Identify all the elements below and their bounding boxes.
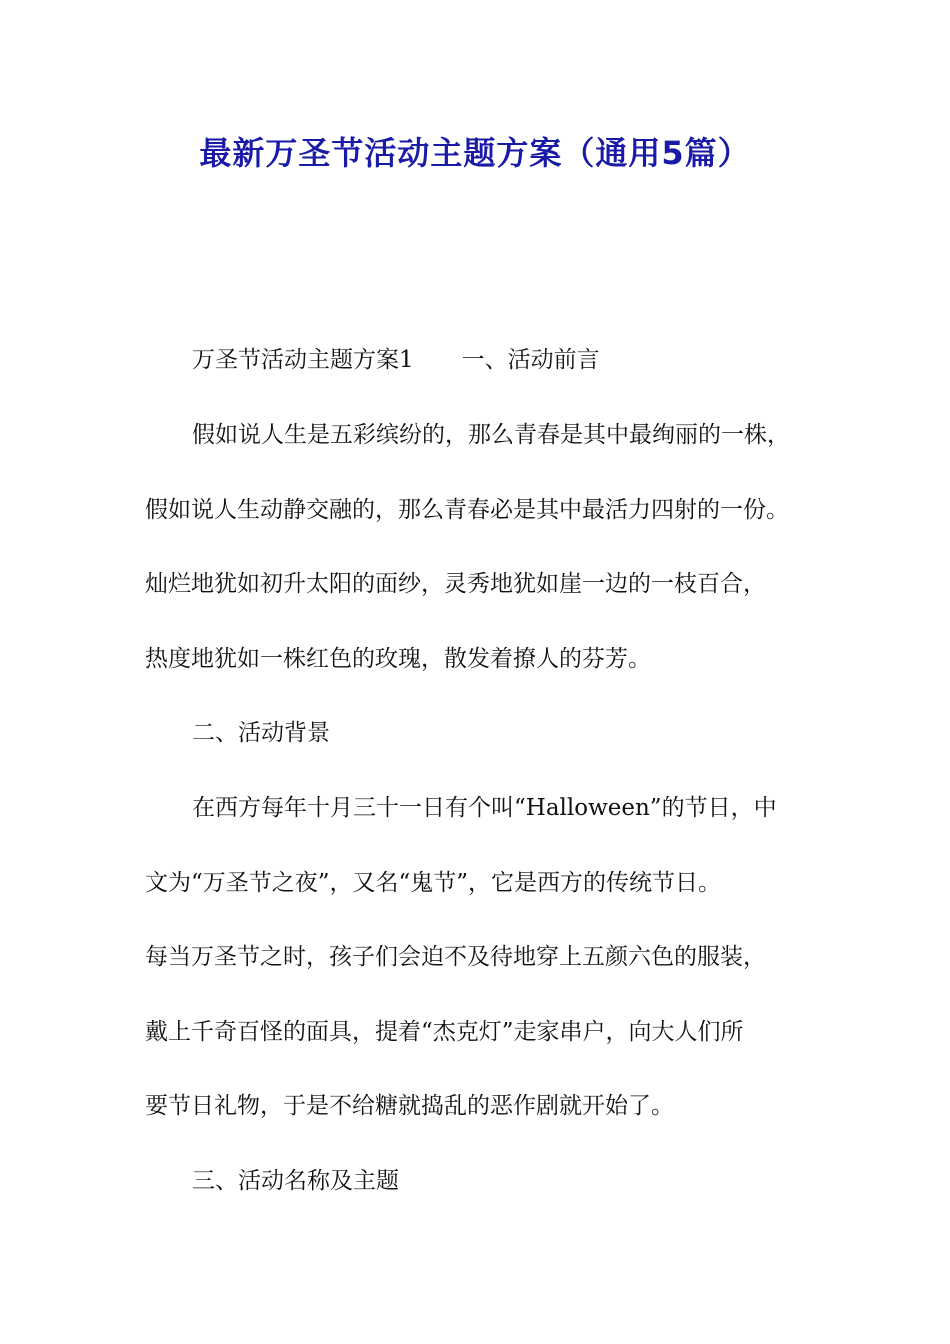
- paragraph-line: 每当万圣节之时，孩子们会迫不及待地穿上五颜六色的服装，: [145, 944, 766, 970]
- paragraph-line: 假如说人生是五彩缤纷的，那么青春是其中最绚丽的一株，: [192, 422, 790, 448]
- document-subtitle-line: [192, 342, 882, 378]
- document-subtitle: 万圣节活动主题方案1: [192, 347, 414, 373]
- page-title: 最新万圣节活动主题方案（通用5篇）: [199, 134, 751, 172]
- paragraph-line: 在西方每年十月三十一日有个叫“Halloween”的节日，中: [192, 795, 777, 821]
- section-heading-1: 一、活动前言: [461, 347, 600, 373]
- paragraph-line: 灿烂地犹如初升太阳的面纱，灵秀地犹如崖一边的一枝百合，: [145, 571, 766, 597]
- paragraph-line: 假如说人生动静交融的，那么青春必是其中最活力四射的一份。: [145, 497, 789, 523]
- paragraph-line: 热度地犹如一株红色的玫瑰，散发着撩人的芬芳。: [145, 646, 651, 672]
- paragraph-line: 戴上千奇百怪的面具，提着“杰克灯”走家串户，向大人们所: [145, 1019, 744, 1045]
- section-heading-2: 二、活动背景: [192, 720, 330, 746]
- section-heading-3: 三、活动名称及主题: [192, 1168, 399, 1194]
- paragraph-line: 文为“万圣节之夜”，又名“鬼节”，它是西方的传统节日。: [145, 870, 722, 896]
- paragraph-line: 要节日礼物，于是不给糖就捣乱的恶作剧就开始了。: [145, 1093, 674, 1119]
